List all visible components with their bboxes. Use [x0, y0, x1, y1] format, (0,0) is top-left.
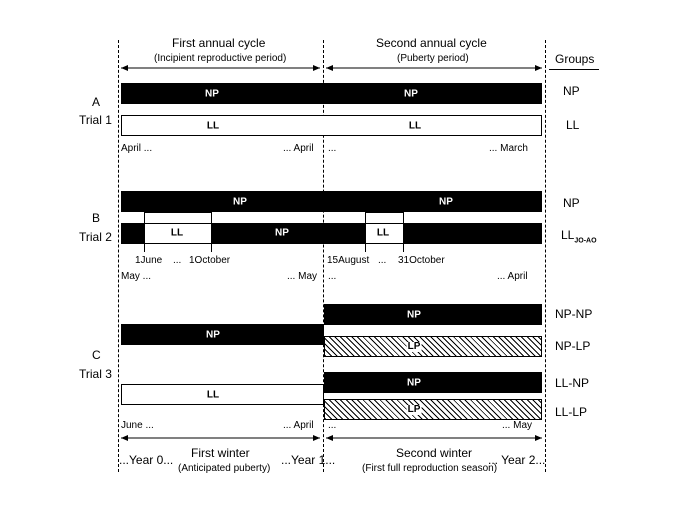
trial-a-letter: A: [92, 95, 101, 109]
trial-b-np-bar: [121, 191, 542, 212]
trial-b-np-segment-1: [121, 223, 145, 244]
group-np-np: NP-NP: [555, 307, 593, 321]
trial-c-np-bar-3: [324, 372, 542, 393]
trial-b-np-label-2: NP: [439, 196, 453, 208]
groups-header: Groups: [555, 52, 595, 66]
trial-b-axis-start: May ...: [121, 271, 152, 282]
trial-a-axis-start: April ...: [121, 143, 153, 154]
footer-year0: ...Year 0...: [119, 453, 174, 467]
trial-c-axis-mid2: ...: [328, 420, 337, 431]
trial-a-ll-label-2: LL: [408, 120, 422, 132]
trial-c-lp-label-1: LP: [407, 341, 421, 352]
trial-b-axis-mid: ... May: [287, 271, 318, 282]
trial-c-name: Trial 3: [79, 367, 112, 381]
trial-c-lp-bar-2: [324, 399, 542, 420]
date-1june: 1June: [135, 255, 163, 266]
date-dots-2: ...: [378, 255, 387, 266]
group-np-a: NP: [563, 84, 580, 98]
trial-b-ll-label-2: LL: [376, 227, 390, 239]
trial-c-lp-label-2: LP: [407, 404, 421, 415]
footer-winter2: Second winter: [396, 446, 473, 460]
trial-b-bracket-l1: [144, 212, 145, 252]
trial-c-np-bar-2: [324, 304, 542, 325]
date-31october: 31October: [398, 255, 445, 266]
group-ll-b-label: LL: [561, 228, 575, 242]
cycle2-subtitle: (Puberty period): [397, 53, 469, 64]
trial-a-np-label-2: NP: [404, 88, 418, 100]
cycle-arrows: [0, 0, 679, 80]
divider-left: [118, 40, 119, 472]
trial-c-axis-mid: ... April: [283, 420, 314, 431]
date-dots-1: ...: [173, 255, 182, 266]
trial-a-ll-bar: [121, 115, 542, 136]
trial-c-ll-bar: [121, 384, 324, 405]
trial-b-axis-mid2: ...: [328, 271, 337, 282]
trial-b-np-label-1: NP: [233, 196, 247, 208]
group-ll-b: [561, 228, 597, 244]
trial-b-bracket-top1: [144, 212, 211, 213]
footer-year1: ...Year 1...: [281, 453, 336, 467]
winter-arrows: [0, 430, 679, 450]
trial-c-np-label-3: NP: [407, 377, 421, 389]
date-15august: 15August: [327, 255, 370, 266]
footer-winter2-sub: (First full reproduction season): [362, 463, 498, 474]
trial-c-np-label-1: NP: [206, 329, 220, 341]
trial-c-letter: C: [92, 348, 101, 362]
trial-b-axis-end: ... April: [497, 271, 528, 282]
trial-b-bracket-l2: [365, 212, 366, 252]
trial-b-name: Trial 2: [79, 230, 112, 244]
footer-winter1-sub: (Anticipated puberty): [178, 463, 271, 474]
footer-winter1: First winter: [191, 446, 250, 460]
group-ll-np: LL-NP: [555, 376, 590, 390]
cycle2-title: Second annual cycle: [376, 36, 487, 50]
trial-b-letter: B: [92, 211, 101, 225]
group-ll-a: LL: [566, 118, 580, 132]
group-ll-lp: LL-LP: [555, 405, 588, 419]
trial-a-np-label-1: NP: [205, 88, 219, 100]
trial-b-np-segment-3: [403, 223, 542, 244]
date-1october: 1October: [189, 255, 231, 266]
trial-b-bracket-top2: [365, 212, 403, 213]
cycle1-subtitle: (Incipient reproductive period): [154, 53, 287, 64]
trial-c-axis-start: June ...: [121, 420, 154, 431]
trial-a-axis-end: ... March: [489, 143, 528, 154]
group-ll-b-subscript: JO-AO: [574, 237, 597, 245]
trial-c-axis-end: ... May: [502, 420, 533, 431]
trial-c-np-bar-1: [121, 324, 324, 345]
group-np-b: NP: [563, 196, 580, 210]
trial-a-axis-mid: ... April: [283, 143, 314, 154]
trial-a-name: Trial 1: [79, 113, 112, 127]
trial-b-bracket-r1: [211, 212, 212, 252]
trial-a-ll-label-1: LL: [206, 120, 220, 132]
group-np-lp: NP-LP: [555, 339, 591, 353]
trial-b-np-label-3: NP: [275, 227, 289, 239]
divider-right: [545, 40, 546, 472]
trial-c-ll-label: LL: [206, 389, 220, 401]
trial-b-bracket-r2: [403, 212, 404, 252]
footer-year2: ... Year 2...: [488, 453, 546, 467]
trial-b-ll-label-1: LL: [170, 227, 184, 239]
trial-a-axis-mid2: ...: [328, 143, 337, 154]
trial-a-np-bar: [121, 83, 542, 104]
trial-c-np-label-2: NP: [407, 309, 421, 321]
cycle1-title: First annual cycle: [172, 36, 266, 50]
trial-c-lp-bar-1: [324, 336, 542, 357]
